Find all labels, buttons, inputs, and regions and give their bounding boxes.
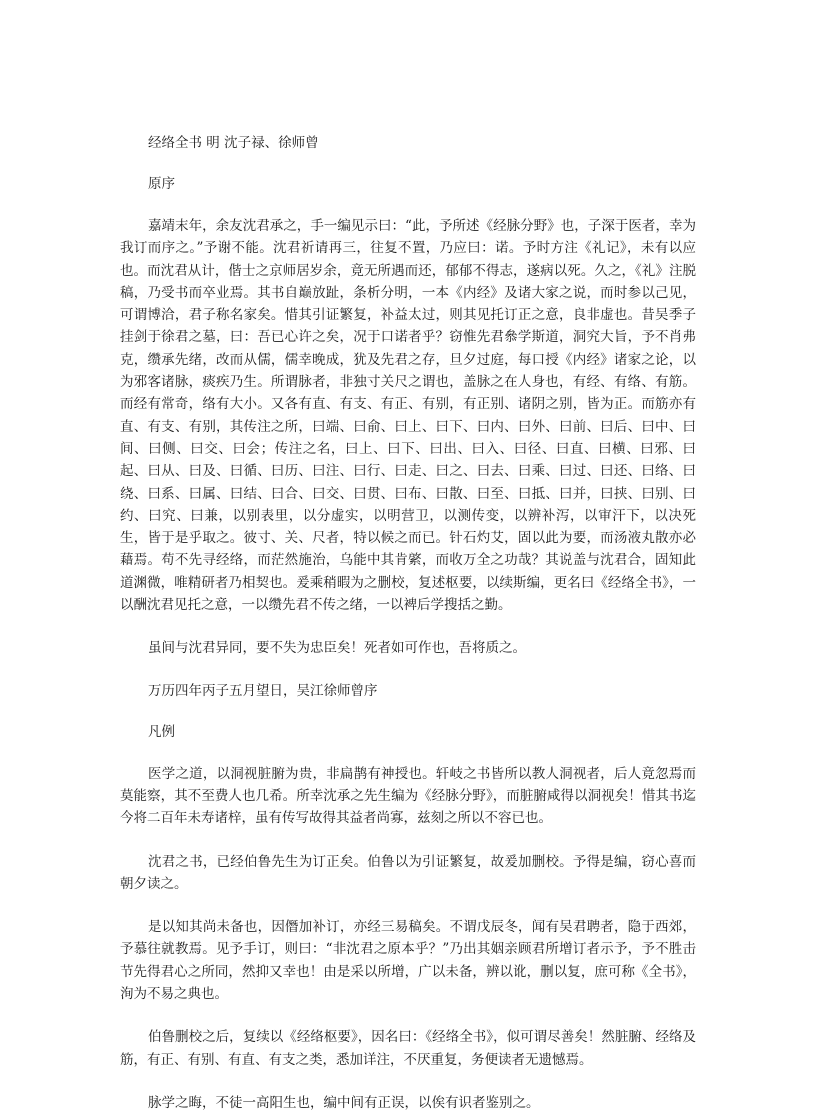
document-title: 经络全书 明 沈子禄、徐师曾 xyxy=(148,135,319,151)
fanli-paragraph-1: 医学之道，以洞视脏腑为贵，非扁鹊有神授也。轩岐之书皆所以教人洞视者，后人竟忽焉而莫能察，其不至费人也几希。所幸沈承之先生编为《经脉分野》，而脏腑咸得以洞视矣！惜其书迄今将二百年未寿诸梓，虽有传写故得其益者尚寡，兹刻之所以不容已也。 xyxy=(120,765,696,827)
preface-signature: 万历四年丙子五月望日，吴江徐师曾序 xyxy=(148,682,378,699)
fanli-paragraph-5: 脉学之晦，不徒一高阳生也，编中间有正误，以俟有识者鉴别之。 xyxy=(148,1094,540,1111)
fanli-paragraph-2: 沈君之书，已经伯鲁先生为订正矣。伯鲁以为引证繁复，故爰加删校。予得是编，窃心喜而朝夕读之。 xyxy=(120,853,696,892)
preface-paragraph-1: 嘉靖末年，余友沈君承之，手一编见示曰：“此，予所述《经脉分野》也，子深于医者，幸为我订而序之。”予谢不能。沈君祈请再三，往复不置，乃应曰：诺。予时方注《礼记》，未有以应也。而沈君从计，偕士之京师居岁余，竟无所遇而还，郁郁不得志，遂病以死。久之，《礼》注脱稿，乃受书而卒业焉。其书自巅放趾，条析分明，一本《内经》及诸大家之说，而时参以己见，可谓博洽，君子称名家矣。惜其引证繁复，补益太过，则其见托订正之意，良非虚也。昔吴季子挂剑于徐君之墓，曰：吾已心许之矣，况于口诺者乎？窃惟先君叅学斯道，洞究大旨，予不肖弗克，缵承先绪，改而从儒，儒幸晚成，犹及先君之存，旦夕过庭，每口授《内经》诸家之论，以为邪客诸脉，痰疾乃生。所谓脉者，非独寸关尺之谓也，盖脉之在人身也，有经、有络、有筋。而经有常奇，络有大小。又各有直、有支、有正、有别，有正别、诸阴之别，皆为正。而筋亦有直、有支、有别，其传注之所，曰端、曰俞、曰上、曰下、曰内、曰外、曰前、曰后、曰中、曰间、曰侧、曰交、曰会；传注之名，曰上、曰下、曰出、曰入、曰径、曰直、曰横、曰邪、曰起、曰从、曰及、曰循、曰历、曰注、曰行、曰走、曰之、曰去、曰乘、曰过、曰还、曰络、曰绕、曰系、曰属、曰结、曰合、曰交、曰贯、曰布、曰散、曰至、曰抵、曰并，曰挟、曰别、曰约、曰究、曰兼，以别表里，以分虚实，以明营卫，以测传变，以辨补泻，以审汗下，以决死生，皆于是乎取之。彼寸、关、尺者，特以候之而已。针石灼艾，固以此为要，而汤液丸散亦必藉焉。苟不先寻经络，而茫然施治，乌能中其肯綮，而收万全之功哉？其说盖与沈君合，固知此道渊微，唯精研者乃相契也。爰乘稍暇为之删校，复述枢要，以续斯编，更名曰《经络全书》，一以酬沈君见托之意，一以缵先君不传之绪，一以裨后学搜括之勤。 xyxy=(120,218,696,614)
fanli-heading: 凡例 xyxy=(148,723,175,740)
preface-paragraph-2: 虽间与沈君异同，要不失为忠臣矣！死者如可作也，吾将质之。 xyxy=(148,640,526,657)
fanli-paragraph-3: 是以知其尚未备也，因僭加补订，亦经三易稿矣。不谓戊辰冬，闻有吴君聘者，隐于西郊，予慕往就教焉。见予手订，则曰：“非沈君之原本乎？”乃出其姻亲顾君所增订者示予，予不胜击节先得君心之所同，然抑又幸也！由是采以所增，广以未备，辨以讹，删以复，庶可称《全书》，洵为不易之典也。 xyxy=(120,919,696,1003)
fanli-paragraph-4: 伯鲁删校之后，复续以《经络枢要》，因名曰：《经络全书》，似可谓尽善矣！然脏腑、经络及筋，有正、有别、有直、有支之类，悉加详注，不厌重复，务便读者无遗憾焉。 xyxy=(120,1029,696,1068)
preface-heading: 原序 xyxy=(148,176,175,192)
document-page xyxy=(120,133,696,1114)
